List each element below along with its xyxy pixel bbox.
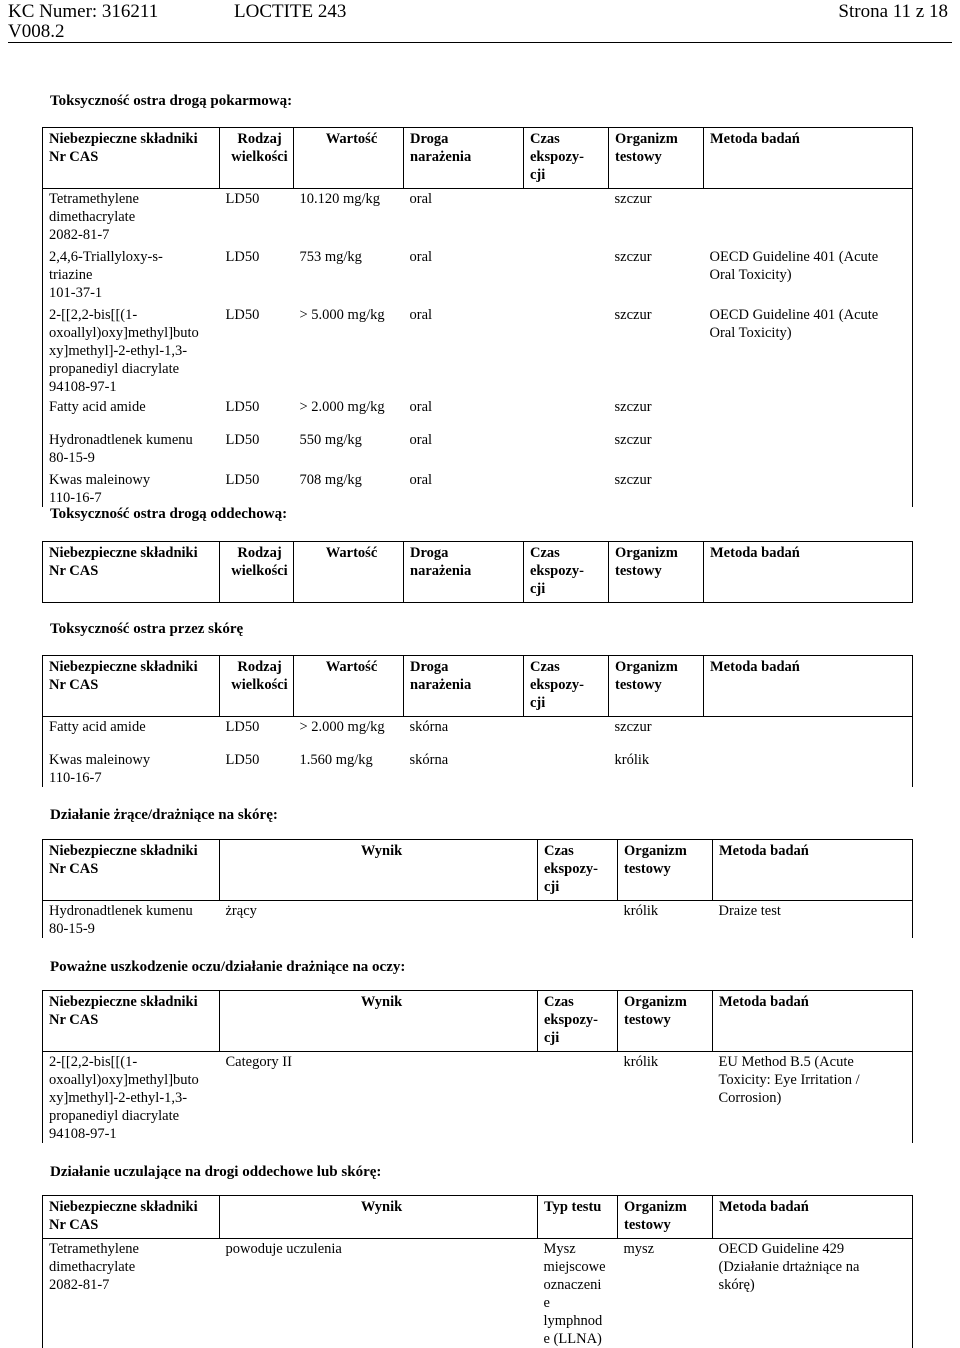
value-cell: > 2.000 mg/kg bbox=[294, 717, 404, 737]
col-result: Wynik bbox=[220, 991, 538, 1052]
method-cell: OECD Guideline 401 (Acute Oral Toxicity) bbox=[704, 244, 913, 302]
col-organism: Organizm testowy bbox=[609, 656, 704, 717]
col-substance: Niebezpieczne składniki Nr CAS bbox=[43, 1196, 220, 1239]
heading-inhal: Toksyczność ostra drogą oddechową: bbox=[50, 505, 287, 523]
col-result: Wynik bbox=[220, 1196, 538, 1239]
col-method: Metoda badań bbox=[704, 656, 913, 717]
type-cell: LD50 bbox=[220, 189, 294, 245]
substance-cell: Hydronadtlenek kumenu 80-15-9 bbox=[43, 901, 220, 939]
type-cell: LD50 bbox=[220, 750, 294, 787]
page-number: Strona 11 z 18 bbox=[838, 1, 948, 23]
heading-skin: Działanie żrące/drażniące na skórę: bbox=[50, 806, 278, 824]
method-cell bbox=[704, 189, 913, 245]
col-method: Metoda badań bbox=[713, 1196, 913, 1239]
time-cell bbox=[524, 189, 609, 245]
organism-cell: szczur bbox=[609, 302, 704, 396]
col-time: Czas ekspozy- cji bbox=[538, 991, 618, 1052]
substance-cell: 2-[[2,2-bis[[(1- oxoallyl)oxy]methyl]buto xy]methyl]-2-ethyl-1,3- propanediyl diacrylate 94108-97-1 bbox=[43, 1052, 220, 1144]
method-cell: OECD Guideline 401 (Acute Oral Toxicity) bbox=[704, 302, 913, 396]
route-cell: oral bbox=[404, 430, 524, 467]
product-name: LOCTITE 243 bbox=[234, 1, 346, 23]
table-row bbox=[43, 1239, 913, 1348]
substance-cell: Fatty acid amide bbox=[43, 717, 220, 737]
route-cell: skórna bbox=[404, 717, 524, 737]
table-row bbox=[43, 467, 913, 507]
table-oral bbox=[42, 127, 913, 507]
col-route: Droga narażenia bbox=[404, 656, 524, 717]
col-value: Wartość bbox=[294, 542, 404, 603]
col-method: Metoda badań bbox=[713, 840, 913, 901]
col-organism: Organizm testowy bbox=[618, 840, 713, 901]
table-skin bbox=[42, 839, 913, 938]
route-cell: oral bbox=[404, 244, 524, 302]
table-header-row bbox=[43, 991, 913, 1052]
col-time: Czas ekspozy- cji bbox=[524, 128, 609, 189]
time-cell bbox=[524, 244, 609, 302]
organism-cell: królik bbox=[618, 901, 713, 939]
substance-cell: 2-[[2,2-bis[[(1- oxoallyl)oxy]methyl]buto xy]methyl]-2-ethyl-1,3- propanediyl diacrylate 94108-97-1 bbox=[43, 302, 220, 396]
type-cell: LD50 bbox=[220, 430, 294, 467]
method-cell bbox=[704, 717, 913, 737]
table-row bbox=[43, 901, 913, 939]
row-spacer bbox=[43, 736, 913, 750]
method-cell bbox=[704, 430, 913, 467]
table-row bbox=[43, 189, 913, 245]
value-cell: 550 mg/kg bbox=[294, 430, 404, 467]
col-time: Czas ekspozy- cji bbox=[524, 656, 609, 717]
col-value: Wartość bbox=[294, 128, 404, 189]
col-method: Metoda badań bbox=[713, 991, 913, 1052]
substance-cell: Tetramethylene dimethacrylate 2082-81-7 bbox=[43, 1239, 220, 1348]
result-cell: żrący bbox=[220, 901, 538, 939]
time-cell bbox=[524, 302, 609, 396]
col-substance: Niebezpieczne składniki Nr CAS bbox=[43, 128, 220, 189]
route-cell: skórna bbox=[404, 750, 524, 787]
table-row bbox=[43, 750, 913, 787]
route-cell: oral bbox=[404, 302, 524, 396]
col-substance: Niebezpieczne składniki Nr CAS bbox=[43, 542, 220, 603]
value-cell: 10.120 mg/kg bbox=[294, 189, 404, 245]
time-cell bbox=[524, 467, 609, 507]
value-cell: > 5.000 mg/kg bbox=[294, 302, 404, 396]
substance-cell: Tetramethylene dimethacrylate 2082-81-7 bbox=[43, 189, 220, 245]
organism-cell: szczur bbox=[609, 430, 704, 467]
time-cell bbox=[524, 396, 609, 416]
organism-cell: szczur bbox=[609, 717, 704, 737]
table-inhal bbox=[42, 541, 913, 603]
col-method: Metoda badań bbox=[704, 542, 913, 603]
kc-number: KC Numer: 316211 bbox=[8, 1, 158, 23]
result-cell: Category II bbox=[220, 1052, 538, 1144]
table-header-row bbox=[43, 542, 913, 603]
table-header-row bbox=[43, 128, 913, 189]
value-cell: 708 mg/kg bbox=[294, 467, 404, 507]
table-sens bbox=[42, 1195, 913, 1348]
time-cell bbox=[538, 901, 618, 939]
col-method: Metoda badań bbox=[704, 128, 913, 189]
heading-oral: Toksyczność ostra drogą pokarmową: bbox=[50, 92, 292, 110]
type-cell: LD50 bbox=[220, 302, 294, 396]
heading-dermal: Toksyczność ostra przez skórę bbox=[50, 620, 243, 638]
table-row bbox=[43, 302, 913, 396]
substance-cell: 2,4,6-Triallyloxy-s- triazine 101-37-1 bbox=[43, 244, 220, 302]
col-time: Typ testu bbox=[538, 1196, 618, 1239]
organism-cell: mysz bbox=[618, 1239, 713, 1348]
value-cell: > 2.000 mg/kg bbox=[294, 396, 404, 416]
organism-cell: szczur bbox=[609, 467, 704, 507]
method-cell bbox=[704, 396, 913, 416]
col-route: Droga narażenia bbox=[404, 128, 524, 189]
method-cell: EU Method B.5 (Acute Toxicity: Eye Irritation / Corrosion) bbox=[713, 1052, 913, 1144]
col-substance: Niebezpieczne składniki Nr CAS bbox=[43, 656, 220, 717]
col-type: Rodzaj wielkości bbox=[220, 656, 294, 717]
spacer-cell bbox=[43, 736, 913, 750]
route-cell: oral bbox=[404, 396, 524, 416]
time-cell: Mysz miejscowe oznaczeni e lymphnod e (LLNA) bbox=[538, 1239, 618, 1348]
type-cell: LD50 bbox=[220, 244, 294, 302]
method-cell: Draize test bbox=[713, 901, 913, 939]
table-row bbox=[43, 1052, 913, 1144]
col-route: Droga narażenia bbox=[404, 542, 524, 603]
organism-cell: królik bbox=[618, 1052, 713, 1144]
col-type: Rodzaj wielkości bbox=[220, 542, 294, 603]
table-header-row bbox=[43, 656, 913, 717]
table-header-row bbox=[43, 1196, 913, 1239]
col-organism: Organizm testowy bbox=[618, 991, 713, 1052]
method-cell bbox=[704, 750, 913, 787]
time-cell bbox=[524, 430, 609, 467]
row-spacer bbox=[43, 416, 913, 430]
table-dermal bbox=[42, 655, 913, 787]
substance-cell: Kwas maleinowy 110-16-7 bbox=[43, 750, 220, 787]
substance-cell: Fatty acid amide bbox=[43, 396, 220, 416]
col-organism: Organizm testowy bbox=[609, 128, 704, 189]
organism-cell: szczur bbox=[609, 244, 704, 302]
col-time: Czas ekspozy- cji bbox=[538, 840, 618, 901]
time-cell bbox=[538, 1052, 618, 1144]
route-cell: oral bbox=[404, 467, 524, 507]
type-cell: LD50 bbox=[220, 396, 294, 416]
value-cell: 1.560 mg/kg bbox=[294, 750, 404, 787]
substance-cell: Hydronadtlenek kumenu 80-15-9 bbox=[43, 430, 220, 467]
substance-cell: Kwas maleinowy 110-16-7 bbox=[43, 467, 220, 507]
table-row bbox=[43, 717, 913, 737]
col-value: Wartość bbox=[294, 656, 404, 717]
table-row bbox=[43, 396, 913, 416]
version: V008.2 bbox=[8, 21, 64, 43]
method-cell bbox=[704, 467, 913, 507]
table-eye bbox=[42, 990, 913, 1143]
col-time: Czas ekspozy- cji bbox=[524, 542, 609, 603]
time-cell bbox=[524, 750, 609, 787]
result-cell: powoduje uczulenia bbox=[220, 1239, 538, 1348]
value-cell: 753 mg/kg bbox=[294, 244, 404, 302]
heading-eye: Poważne uszkodzenie oczu/działanie drażniące na oczy: bbox=[50, 958, 405, 976]
organism-cell: szczur bbox=[609, 396, 704, 416]
organism-cell: królik bbox=[609, 750, 704, 787]
col-substance: Niebezpieczne składniki Nr CAS bbox=[43, 991, 220, 1052]
type-cell: LD50 bbox=[220, 717, 294, 737]
heading-sens: Działanie uczulające na drogi oddechowe lub skórę: bbox=[50, 1163, 381, 1181]
page-header bbox=[8, 0, 952, 43]
col-result: Wynik bbox=[220, 840, 538, 901]
spacer-cell bbox=[43, 416, 913, 430]
col-organism: Organizm testowy bbox=[618, 1196, 713, 1239]
col-organism: Organizm testowy bbox=[609, 542, 704, 603]
table-header-row bbox=[43, 840, 913, 901]
col-type: Rodzaj wielkości bbox=[220, 128, 294, 189]
table-row bbox=[43, 430, 913, 467]
organism-cell: szczur bbox=[609, 189, 704, 245]
method-cell: OECD Guideline 429 (Działanie drtażniące na skórę) bbox=[713, 1239, 913, 1348]
time-cell bbox=[524, 717, 609, 737]
table-row bbox=[43, 244, 913, 302]
route-cell: oral bbox=[404, 189, 524, 245]
type-cell: LD50 bbox=[220, 467, 294, 507]
col-substance: Niebezpieczne składniki Nr CAS bbox=[43, 840, 220, 901]
